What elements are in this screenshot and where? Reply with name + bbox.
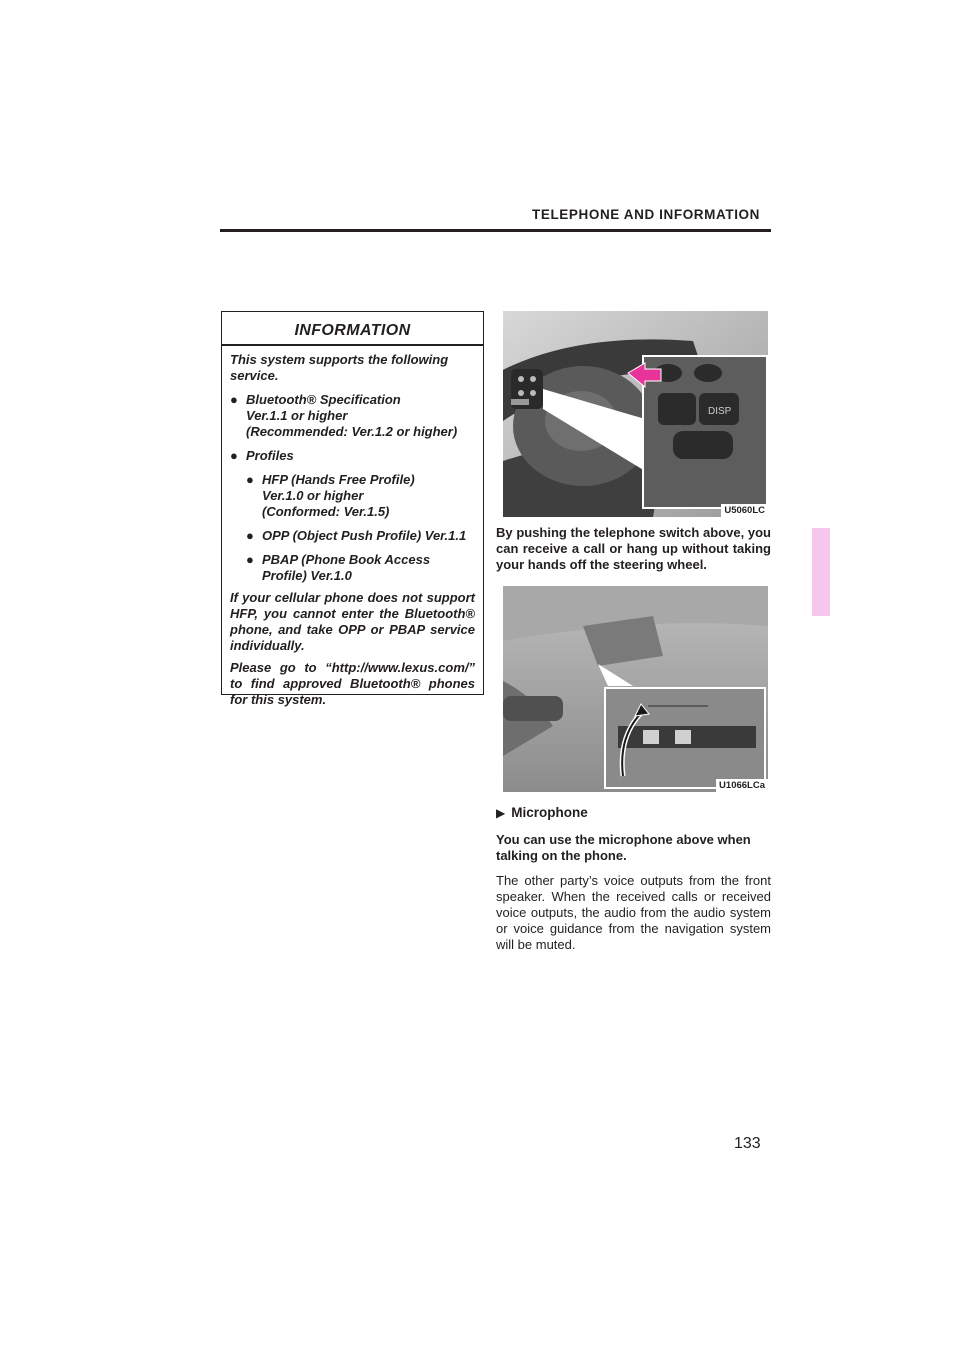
- info-bullet-pbap: [246, 552, 475, 584]
- microphone-intro: You can use the microphone above when talking on the phone.: [496, 832, 751, 863]
- info-bullet-opp: [246, 528, 475, 544]
- microphone-figure: [503, 586, 768, 792]
- info-note-hfp: If your cellular phone does not support HFP, you cannot enter the Bluetooth® phone, and take OPP or PBAP service individually.: [230, 589, 475, 653]
- section-thumb-tab: [812, 528, 830, 616]
- microphone-heading-row: [496, 805, 771, 821]
- microphone-body: The other party’s voice outputs from the front speaker. When the received calls or received voice outputs, the audio from the audio system or voice guidance from the navigation system will be muted.: [496, 873, 771, 952]
- bullet-icon: ●: [230, 391, 238, 407]
- information-box: [221, 311, 484, 707]
- info-bullet-hfp: [246, 472, 475, 520]
- svg-text:DISP: DISP: [708, 406, 732, 417]
- steering-wheel-illustration: [503, 311, 768, 517]
- figure2-code: U1066LCa: [716, 779, 768, 792]
- bluetooth-spec: Bluetooth® Specification: [246, 391, 401, 407]
- profiles-label: Profiles: [246, 447, 294, 463]
- bluetooth-recommended: (Recommended: Ver.1.2 or higher): [246, 423, 458, 439]
- info-intro: This system supports the following service.: [230, 351, 449, 383]
- info-bullet-profiles: [230, 448, 475, 464]
- microphone-heading: Microphone: [511, 805, 588, 820]
- bullet-icon: ●: [230, 447, 238, 463]
- bullet-icon: ●: [246, 551, 254, 567]
- steering-wheel-figure: [503, 311, 768, 517]
- information-body: [230, 352, 475, 708]
- figure1-code: U5060LC: [721, 504, 768, 517]
- bluetooth-version: Ver.1.1 or higher: [246, 407, 348, 423]
- microphone-illustration: [503, 586, 768, 792]
- page-number: 133: [734, 1135, 761, 1152]
- triangle-bullet-icon: ▶: [496, 806, 506, 820]
- information-title: INFORMATION: [294, 322, 411, 339]
- information-title-rule: [222, 344, 483, 346]
- header-rule: [220, 229, 771, 232]
- hfp-line2: Ver.1.0 or higher: [262, 487, 364, 503]
- opp-text: OPP (Object Push Profile) Ver.1.1: [262, 527, 467, 543]
- hfp-line3: (Conformed: Ver.1.5): [262, 503, 390, 519]
- section-header: TELEPHONE AND INFORMATION: [532, 207, 760, 222]
- steering-switch-caption: By pushing the telephone switch above, you can receive a call or hang up without taking your hands off the steering wheel.: [496, 525, 771, 572]
- hfp-line1: HFP (Hands Free Profile): [262, 471, 415, 487]
- bullet-icon: ●: [246, 527, 254, 543]
- info-note-website: Please go to “http://www.lexus.com/” to find approved Bluetooth® phones for this system.: [230, 659, 475, 707]
- bullet-icon: ●: [246, 471, 254, 487]
- pbap-text: PBAP (Phone Book Access Profile) Ver.1.0: [262, 551, 431, 583]
- info-bullet-bluetooth: [230, 392, 475, 440]
